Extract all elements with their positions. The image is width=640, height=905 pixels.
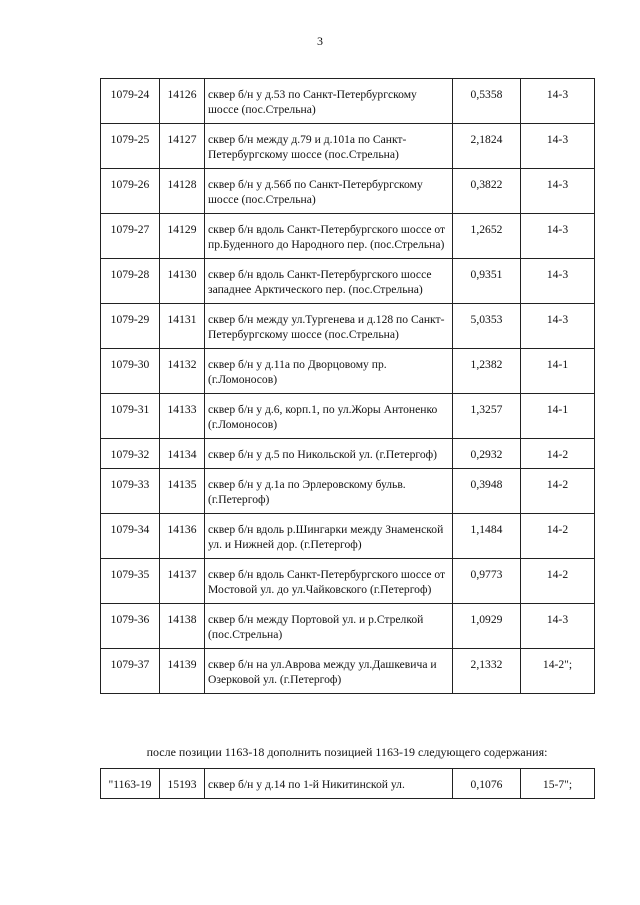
row-code: 1079-31 — [101, 394, 160, 439]
row-area: 1,2382 — [453, 349, 521, 394]
row-code: 1079-24 — [101, 79, 160, 124]
row-area: 2,1332 — [453, 649, 521, 694]
row-area: 2,1824 — [453, 124, 521, 169]
row-area: 0,1076 — [453, 769, 521, 799]
row-id: 15193 — [160, 769, 205, 799]
row-description: сквер б/н между Портовой ул. и р.Стрелкой (пос.Стрельна) — [205, 604, 453, 649]
row-area: 0,2932 — [453, 439, 521, 469]
row-code: 1079-27 — [101, 214, 160, 259]
row-description: сквер б/н у д.56б по Санкт-Петербургскому шоссе (пос.Стрельна) — [205, 169, 453, 214]
table-row — [101, 169, 595, 214]
row-code: 1079-32 — [101, 439, 160, 469]
row-zone: 14-3 — [521, 304, 595, 349]
table-row — [101, 439, 595, 469]
row-id: 14127 — [160, 124, 205, 169]
row-zone: 14-2 — [521, 559, 595, 604]
page-number: 3 — [317, 34, 323, 48]
row-description: сквер б/н у д.5 по Никольской ул. (г.Петергоф) — [205, 439, 453, 469]
row-area: 5,0353 — [453, 304, 521, 349]
row-id: 14131 — [160, 304, 205, 349]
row-area: 0,3822 — [453, 169, 521, 214]
row-zone: 14-3 — [521, 214, 595, 259]
row-description: сквер б/н между д.79 и д.101а по Санкт-Петербургскому шоссе (пос.Стрельна) — [205, 124, 453, 169]
row-zone: 14-3 — [521, 604, 595, 649]
row-zone: 14-1 — [521, 394, 595, 439]
row-description: сквер б/н вдоль Санкт-Петербургского шоссе от пр.Буденного до Народного пер. (пос.Стрельна) — [205, 214, 453, 259]
row-area: 0,9773 — [453, 559, 521, 604]
row-id: 14136 — [160, 514, 205, 559]
row-id: 14128 — [160, 169, 205, 214]
row-zone: 14-2 — [521, 514, 595, 559]
row-code: 1079-34 — [101, 514, 160, 559]
row-id: 14137 — [160, 559, 205, 604]
row-code: "1163-19 — [101, 769, 160, 799]
row-code: 1079-36 — [101, 604, 160, 649]
table-row — [101, 559, 595, 604]
table-row — [101, 259, 595, 304]
row-code: 1079-33 — [101, 469, 160, 514]
row-description: сквер б/н у д.53 по Санкт-Петербургскому шоссе (пос.Стрельна) — [205, 79, 453, 124]
row-zone: 15-7"; — [521, 769, 595, 799]
row-description: сквер б/н вдоль р.Шингарки между Знаменской ул. и Нижней дор. (г.Петергоф) — [205, 514, 453, 559]
row-id: 14130 — [160, 259, 205, 304]
table-row — [101, 514, 595, 559]
row-zone: 14-3 — [521, 259, 595, 304]
table-row — [101, 79, 595, 124]
row-id: 14126 — [160, 79, 205, 124]
row-description: сквер б/н у д.11а по Дворцовому пр. (г.Ломоносов) — [205, 349, 453, 394]
row-id: 14135 — [160, 469, 205, 514]
row-code: 1079-25 — [101, 124, 160, 169]
table-row — [101, 394, 595, 439]
amendment-note: после позиции 1163-18 дополнить позицией 1163-19 следующего содержания: — [146, 745, 548, 759]
row-description: сквер б/н у д.6, корп.1, по ул.Жоры Антоненко (г.Ломоносов) — [205, 394, 453, 439]
row-area: 1,3257 — [453, 394, 521, 439]
main-table — [100, 78, 595, 694]
row-description: сквер б/н на ул.Аврова между ул.Дашкевича и Озерковой ул. (г.Петергоф) — [205, 649, 453, 694]
row-zone: 14-3 — [521, 79, 595, 124]
row-zone: 14-2"; — [521, 649, 595, 694]
row-id: 14139 — [160, 649, 205, 694]
row-area: 1,1484 — [453, 514, 521, 559]
row-code: 1079-29 — [101, 304, 160, 349]
row-description: сквер б/н у д.1а по Эрлеровскому бульв. (г.Петергоф) — [205, 469, 453, 514]
row-code: 1079-26 — [101, 169, 160, 214]
row-code: 1079-37 — [101, 649, 160, 694]
table-row — [101, 649, 595, 694]
table-row — [101, 124, 595, 169]
row-id: 14129 — [160, 214, 205, 259]
row-area: 1,2652 — [453, 214, 521, 259]
row-area: 0,5358 — [453, 79, 521, 124]
row-zone: 14-1 — [521, 349, 595, 394]
row-id: 14134 — [160, 439, 205, 469]
row-code: 1079-30 — [101, 349, 160, 394]
row-area: 0,9351 — [453, 259, 521, 304]
row-id: 14138 — [160, 604, 205, 649]
row-zone: 14-2 — [521, 469, 595, 514]
row-zone: 14-3 — [521, 169, 595, 214]
row-zone: 14-2 — [521, 439, 595, 469]
row-area: 1,0929 — [453, 604, 521, 649]
row-description: сквер б/н между ул.Тургенева и д.128 по Санкт-Петербургскому шоссе (пос.Стрельна) — [205, 304, 453, 349]
row-area: 0,3948 — [453, 469, 521, 514]
extra-table — [100, 768, 595, 799]
table-row — [101, 604, 595, 649]
table-row — [101, 349, 595, 394]
row-code: 1079-35 — [101, 559, 160, 604]
table-row — [101, 214, 595, 259]
row-id: 14132 — [160, 349, 205, 394]
table-row — [101, 769, 595, 799]
row-id: 14133 — [160, 394, 205, 439]
row-description: сквер б/н вдоль Санкт-Петербургского шоссе западнее Арктического пер. (пос.Стрельна) — [205, 259, 453, 304]
row-code: 1079-28 — [101, 259, 160, 304]
row-description: сквер б/н вдоль Санкт-Петербургского шоссе от Мостовой ул. до ул.Чайковского (г.Петергоф) — [205, 559, 453, 604]
row-description: сквер б/н у д.14 по 1-й Никитинской ул. — [205, 769, 453, 799]
table-row — [101, 469, 595, 514]
row-zone: 14-3 — [521, 124, 595, 169]
table-row — [101, 304, 595, 349]
